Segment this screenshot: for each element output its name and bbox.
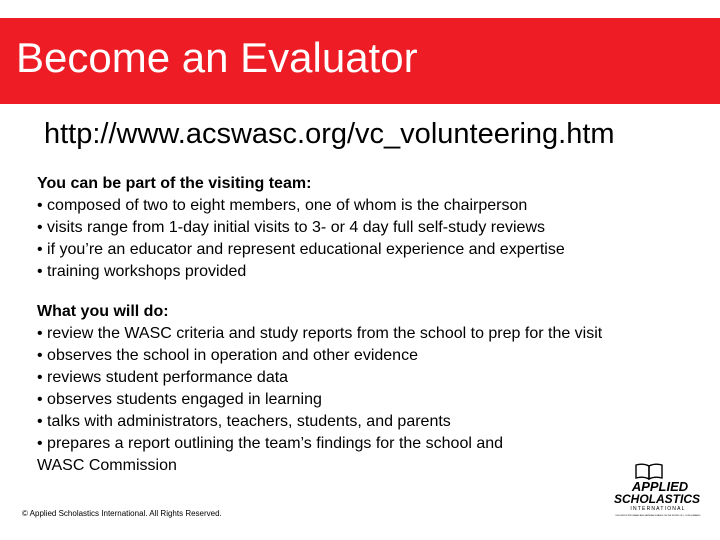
duties-section: [37, 301, 602, 477]
list-item: • training workshops provided: [37, 263, 247, 280]
slide-title: Become an Evaluator: [16, 34, 418, 81]
list-item: • talks with administrators, teachers, students, and parents: [37, 413, 451, 430]
logo-tagline: EDUCATION PROGRAMS AND MATERIALS BASED ON THE WORKS OF L. RON HUBBARD: [615, 515, 701, 517]
volunteering-url[interactable]: http://www.acswasc.org/vc_volunteering.htm: [44, 118, 615, 150]
list-item: • review the WASC criteria and study reports from the school to prep for the visit: [37, 325, 603, 342]
list-item: • visits range from 1-day initial visits to 3- or 4 day full self-study reviews: [37, 219, 545, 236]
list-item: • prepares a report outlining the team’s findings for the school and: [37, 435, 504, 452]
visiting-team-heading: You can be part of the visiting team:: [37, 175, 312, 192]
duties-list: [37, 323, 602, 477]
logo-line-applied: APPLIED: [631, 479, 689, 494]
list-item: WASC Commission: [37, 457, 177, 474]
copyright-footer: © Applied Scholastics International. All Rights Reserved.: [22, 509, 222, 518]
book-icon: [636, 464, 662, 479]
visiting-team-section: [37, 173, 565, 283]
logo-line-international: INTERNATIONAL: [630, 506, 686, 512]
list-item: • observes students engaged in learning: [37, 391, 322, 408]
applied-scholastics-logo: [612, 462, 702, 522]
visiting-team-list: [37, 195, 565, 283]
list-item: • if you’re an educator and represent educational experience and expertise: [37, 241, 565, 258]
list-item: • reviews student performance data: [37, 369, 289, 386]
duties-heading: What you will do:: [37, 303, 169, 320]
title-bar: [0, 18, 720, 104]
list-item: • observes the school in operation and other evidence: [37, 347, 418, 364]
logo-line-scholastics: SCHOLASTICS: [613, 492, 701, 506]
list-item: • composed of two to eight members, one of whom is the chairperson: [37, 197, 528, 214]
